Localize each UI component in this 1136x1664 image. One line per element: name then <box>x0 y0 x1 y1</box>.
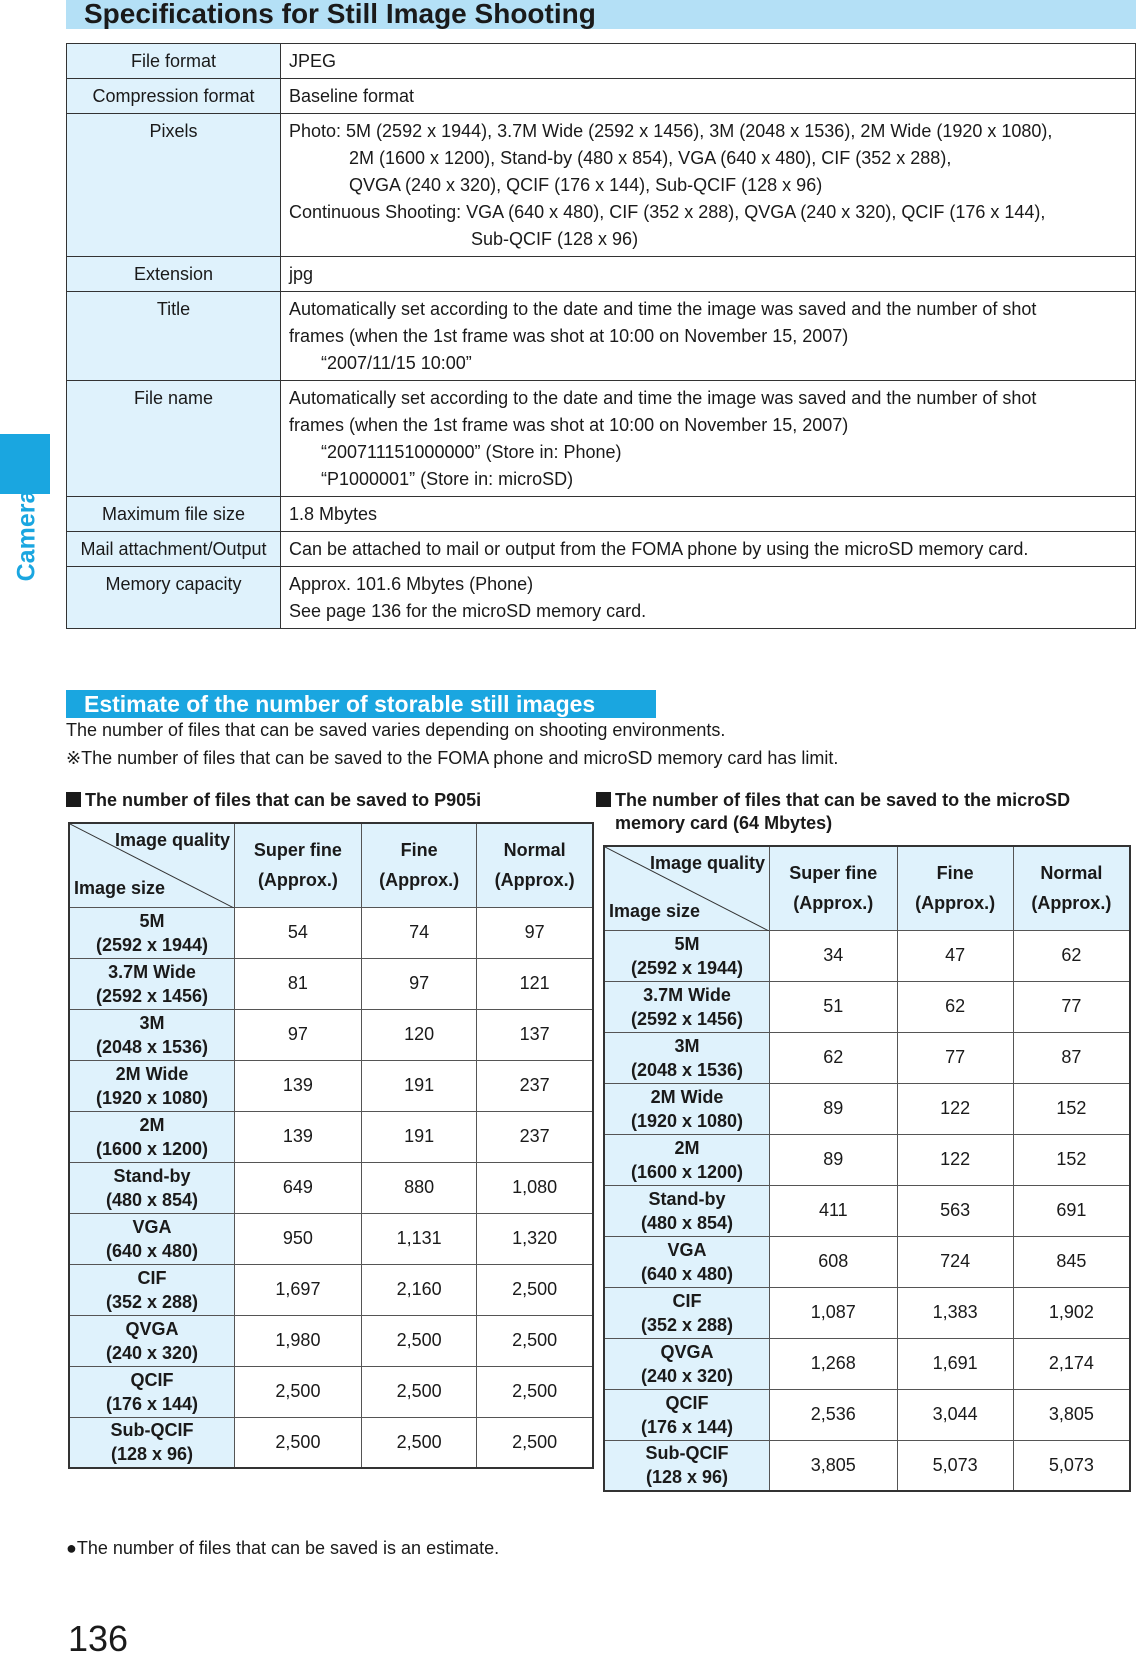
image-size-cell <box>69 1315 235 1366</box>
spec-label: Maximum file size <box>67 497 281 532</box>
header-image-quality: Image quality <box>114 830 230 850</box>
super-fine-value: 139 <box>235 1111 362 1162</box>
image-size-cell <box>69 1366 235 1417</box>
fine-value: 120 <box>361 1009 476 1060</box>
spec-label: Memory capacity <box>67 567 281 629</box>
table-row <box>604 1338 1130 1389</box>
table-row <box>69 1009 593 1060</box>
fine-value: 77 <box>897 1032 1013 1083</box>
image-size-cell <box>69 907 235 958</box>
fine-value: 2,160 <box>361 1264 476 1315</box>
fine-value: 122 <box>897 1134 1013 1185</box>
spec-value-line: Approx. 101.6 Mbytes (Phone) <box>289 574 534 594</box>
spec-value <box>281 292 1136 381</box>
size-name: 2M Wide <box>650 1086 724 1107</box>
normal-value: 62 <box>1013 930 1130 981</box>
size-name: VGA <box>667 1239 707 1260</box>
super-fine-value: 139 <box>235 1060 362 1111</box>
table-row <box>69 907 593 958</box>
phone-table-title: The number of files that can be saved to P905i <box>66 789 481 812</box>
size-name: Stand-by <box>648 1188 726 1209</box>
fine-value: 1,691 <box>897 1338 1013 1389</box>
size-name: QCIF <box>130 1369 174 1390</box>
size-resolution: (480 x 854) <box>640 1212 734 1233</box>
header-corner-cell <box>604 846 770 930</box>
fine-value: 3,044 <box>897 1389 1013 1440</box>
spec-row <box>67 79 1136 114</box>
fine-value: 191 <box>361 1111 476 1162</box>
fine-value: 880 <box>361 1162 476 1213</box>
normal-value: 691 <box>1013 1185 1130 1236</box>
table-row <box>604 1185 1130 1236</box>
image-size-cell <box>604 1185 770 1236</box>
normal-value: 3,805 <box>1013 1389 1130 1440</box>
image-size-cell <box>604 1134 770 1185</box>
header-label: Super fine <box>789 863 878 884</box>
spec-value-line: JPEG <box>289 51 337 71</box>
image-size-cell <box>69 1009 235 1060</box>
size-name: 3.7M Wide <box>643 984 731 1005</box>
estimate-footnote: ●The number of files that can be saved is an estimate. <box>66 1538 500 1558</box>
phone-estimate-table <box>68 822 594 1469</box>
super-fine-value: 34 <box>770 930 898 981</box>
size-name: QVGA <box>125 1318 179 1339</box>
spec-value-line: Automatically set according to the date and time the image was saved and the number of shot <box>289 388 1037 408</box>
super-fine-value: 89 <box>770 1134 898 1185</box>
image-size-cell <box>69 1264 235 1315</box>
image-size-cell <box>69 1417 235 1468</box>
normal-value: 152 <box>1013 1134 1130 1185</box>
spec-value <box>281 567 1136 629</box>
spec-value-line: frames (when the 1st frame was shot at 10:00 on November 15, 2007) <box>289 415 849 435</box>
size-resolution: (2048 x 1536) <box>95 1036 209 1057</box>
normal-value: 77 <box>1013 981 1130 1032</box>
table-row <box>604 1287 1130 1338</box>
fine-value: 1,131 <box>361 1213 476 1264</box>
image-size-cell <box>69 958 235 1009</box>
size-resolution: (176 x 144) <box>105 1393 199 1414</box>
header-normal <box>1013 846 1130 930</box>
fine-value: 74 <box>361 907 476 958</box>
size-name: 3.7M Wide <box>108 961 196 982</box>
spec-row <box>67 114 1136 257</box>
size-name: 3M <box>139 1012 165 1033</box>
super-fine-value: 1,697 <box>235 1264 362 1315</box>
table-row <box>604 1134 1130 1185</box>
spec-value-line: Baseline format <box>289 86 415 106</box>
fine-value: 5,073 <box>897 1440 1013 1491</box>
table-row <box>604 1389 1130 1440</box>
image-size-cell <box>604 1440 770 1491</box>
header-label: Normal <box>1040 863 1103 884</box>
header-approx: (Approx.) <box>915 893 996 914</box>
size-resolution: (2592 x 1456) <box>95 985 209 1006</box>
size-name: QCIF <box>665 1392 709 1413</box>
fine-value: 2,500 <box>361 1417 476 1468</box>
fine-value: 2,500 <box>361 1315 476 1366</box>
size-resolution: (1920 x 1080) <box>630 1110 744 1131</box>
size-resolution: (128 x 96) <box>645 1467 729 1488</box>
size-name: 5M <box>674 933 700 954</box>
image-size-cell <box>604 1083 770 1134</box>
fine-value: 2,500 <box>361 1366 476 1417</box>
size-name: Sub-QCIF <box>645 1443 729 1464</box>
table-row <box>604 1083 1130 1134</box>
side-tab-label: Camera <box>12 489 41 581</box>
spec-row <box>67 292 1136 381</box>
size-name: QVGA <box>660 1341 714 1362</box>
spec-value <box>281 257 1136 292</box>
super-fine-value: 950 <box>235 1213 362 1264</box>
table-header-row <box>69 823 593 907</box>
header-label: Fine <box>936 863 974 884</box>
spec-value <box>281 381 1136 497</box>
normal-value: 2,174 <box>1013 1338 1130 1389</box>
normal-value: 137 <box>477 1009 593 1060</box>
spec-label: Extension <box>67 257 281 292</box>
header-super-fine <box>235 823 362 907</box>
normal-value: 2,500 <box>477 1315 593 1366</box>
size-name: 3M <box>674 1035 700 1056</box>
normal-value: 237 <box>477 1060 593 1111</box>
super-fine-value: 81 <box>235 958 362 1009</box>
image-size-cell <box>604 1236 770 1287</box>
size-resolution: (640 x 480) <box>105 1240 199 1261</box>
spec-row <box>67 257 1136 292</box>
header-approx: (Approx.) <box>379 870 460 891</box>
spec-value-line: Continuous Shooting: VGA (640 x 480), CIF (352 x 288), QVGA (240 x 320), QCIF (176 x 144), <box>289 202 1046 222</box>
spec-row <box>67 532 1136 567</box>
spec-label: File format <box>67 44 281 79</box>
spec-value <box>281 114 1136 257</box>
super-fine-value: 54 <box>235 907 362 958</box>
header-approx: (Approx.) <box>793 893 874 914</box>
page-number: 136 <box>68 1618 129 1659</box>
spec-row <box>67 44 1136 79</box>
header-super-fine <box>770 846 898 930</box>
spec-value-line: “200711151000000” (Store in: Phone) <box>321 442 622 462</box>
table-row <box>69 1366 593 1417</box>
fine-value: 191 <box>361 1060 476 1111</box>
spec-value-line: QVGA (240 x 320), QCIF (176 x 144), Sub-QCIF (128 x 96) <box>349 175 823 195</box>
header-label: Super fine <box>253 840 342 861</box>
normal-value: 5,073 <box>1013 1440 1130 1491</box>
size-resolution: (352 x 288) <box>105 1291 199 1312</box>
estimate-section-title: Estimate of the number of storable still images <box>66 690 656 718</box>
image-size-cell <box>604 1032 770 1083</box>
spec-value <box>281 44 1136 79</box>
table-row <box>69 1060 593 1111</box>
fine-value: 724 <box>897 1236 1013 1287</box>
super-fine-value: 411 <box>770 1185 898 1236</box>
header-label: Normal <box>503 840 566 861</box>
super-fine-value: 51 <box>770 981 898 1032</box>
size-name: 2M Wide <box>115 1063 189 1084</box>
spec-label: Compression format <box>67 79 281 114</box>
size-resolution: (2592 x 1944) <box>630 957 744 978</box>
normal-value: 2,500 <box>477 1417 593 1468</box>
size-name: 2M <box>139 1114 165 1135</box>
spec-value <box>281 79 1136 114</box>
super-fine-value: 608 <box>770 1236 898 1287</box>
table-row <box>69 1111 593 1162</box>
spec-value-line: Automatically set according to the date and time the image was saved and the number of shot <box>289 299 1037 319</box>
size-resolution: (2592 x 1944) <box>95 934 209 955</box>
size-resolution: (176 x 144) <box>640 1416 734 1437</box>
fine-value: 97 <box>361 958 476 1009</box>
page-title: Specifications for Still Image Shooting <box>66 0 1136 29</box>
image-size-cell <box>69 1060 235 1111</box>
spec-value-line: Sub-QCIF (128 x 96) <box>471 229 639 249</box>
image-size-cell <box>604 1287 770 1338</box>
header-label: Fine <box>400 840 438 861</box>
table-row <box>69 1315 593 1366</box>
spec-label: Title <box>67 292 281 381</box>
super-fine-value: 62 <box>770 1032 898 1083</box>
header-approx: (Approx.) <box>257 870 338 891</box>
spec-value-line: jpg <box>289 264 314 284</box>
header-approx: (Approx.) <box>494 870 575 891</box>
table-row <box>604 981 1130 1032</box>
header-normal <box>477 823 593 907</box>
normal-value: 97 <box>477 907 593 958</box>
normal-value: 845 <box>1013 1236 1130 1287</box>
image-size-cell <box>604 1338 770 1389</box>
size-resolution: (240 x 320) <box>640 1365 734 1386</box>
super-fine-value: 3,805 <box>770 1440 898 1491</box>
header-image-size: Image size <box>609 900 701 921</box>
image-size-cell <box>69 1162 235 1213</box>
normal-value: 152 <box>1013 1083 1130 1134</box>
estimate-intro: The number of files that can be saved varies depending on shooting environments. <box>66 720 726 740</box>
sd-estimate-table <box>603 845 1131 1492</box>
fine-value: 1,383 <box>897 1287 1013 1338</box>
table-row <box>604 1236 1130 1287</box>
spec-label: Pixels <box>67 114 281 257</box>
estimate-note: ※The number of files that can be saved to the FOMA phone and microSD memory card has limit. <box>66 748 839 768</box>
super-fine-value: 89 <box>770 1083 898 1134</box>
size-name: VGA <box>132 1216 172 1237</box>
spec-value-line: “2007/11/15 10:00” <box>321 353 472 373</box>
header-fine <box>897 846 1013 930</box>
spec-value-line: Can be attached to mail or output from the FOMA phone by using the microSD memory card. <box>289 539 1029 559</box>
size-resolution: (640 x 480) <box>640 1263 734 1284</box>
super-fine-value: 1,268 <box>770 1338 898 1389</box>
size-name: CIF <box>137 1267 167 1288</box>
super-fine-value: 1,087 <box>770 1287 898 1338</box>
size-resolution: (1600 x 1200) <box>630 1161 744 1182</box>
table-header-row <box>604 846 1130 930</box>
image-size-cell <box>604 1389 770 1440</box>
spec-value-line: 1.8 Mbytes <box>289 504 378 524</box>
size-resolution: (2048 x 1536) <box>630 1059 744 1080</box>
spec-value-line: frames (when the 1st frame was shot at 10:00 on November 15, 2007) <box>289 326 849 346</box>
table-row <box>604 1032 1130 1083</box>
super-fine-value: 2,500 <box>235 1366 362 1417</box>
image-size-cell <box>604 930 770 981</box>
table-row <box>69 1162 593 1213</box>
fine-value: 47 <box>897 930 1013 981</box>
normal-value: 1,080 <box>477 1162 593 1213</box>
header-image-quality: Image quality <box>649 853 765 873</box>
size-name: CIF <box>672 1290 702 1311</box>
size-resolution: (128 x 96) <box>110 1444 194 1465</box>
spec-value <box>281 497 1136 532</box>
header-corner-cell <box>69 823 235 907</box>
spec-value <box>281 532 1136 567</box>
size-name: 2M <box>674 1137 700 1158</box>
table-row <box>69 1417 593 1468</box>
fine-value: 62 <box>897 981 1013 1032</box>
fine-value: 563 <box>897 1185 1013 1236</box>
normal-value: 1,320 <box>477 1213 593 1264</box>
normal-value: 2,500 <box>477 1264 593 1315</box>
size-resolution: (480 x 854) <box>105 1189 199 1210</box>
size-resolution: (1600 x 1200) <box>95 1138 209 1159</box>
normal-value: 237 <box>477 1111 593 1162</box>
square-bullet-icon <box>596 792 611 807</box>
normal-value: 121 <box>477 958 593 1009</box>
spec-row <box>67 381 1136 497</box>
header-fine <box>361 823 476 907</box>
super-fine-value: 1,980 <box>235 1315 362 1366</box>
spec-value-line: “P1000001” (Store in: microSD) <box>321 469 574 489</box>
image-size-cell <box>69 1111 235 1162</box>
image-size-cell <box>69 1213 235 1264</box>
super-fine-value: 2,536 <box>770 1389 898 1440</box>
size-resolution: (1920 x 1080) <box>95 1087 209 1108</box>
spec-label: Mail attachment/Output <box>67 532 281 567</box>
super-fine-value: 97 <box>235 1009 362 1060</box>
fine-value: 122 <box>897 1083 1013 1134</box>
table-row <box>604 930 1130 981</box>
sd-table-title: The number of files that can be saved to the microSD memory card (64 Mbytes) <box>596 789 1070 835</box>
header-image-size: Image size <box>74 877 166 898</box>
size-resolution: (2592 x 1456) <box>630 1008 744 1029</box>
table-row <box>69 1264 593 1315</box>
spec-row <box>67 497 1136 532</box>
size-name: Sub-QCIF <box>110 1420 194 1441</box>
table-row <box>69 1213 593 1264</box>
normal-value: 2,500 <box>477 1366 593 1417</box>
size-resolution: (240 x 320) <box>105 1342 199 1363</box>
spec-table <box>66 43 1136 629</box>
spec-value-line: Photo: 5M (2592 x 1944), 3.7M Wide (2592 x 1456), 3M (2048 x 1536), 2M Wide (1920 x 1080), <box>289 121 1053 141</box>
normal-value: 87 <box>1013 1032 1130 1083</box>
spec-label: File name <box>67 381 281 497</box>
spec-row <box>67 567 1136 629</box>
size-name: 5M <box>139 910 165 931</box>
square-bullet-icon <box>66 792 81 807</box>
spec-value-line: 2M (1600 x 1200), Stand-by (480 x 854), VGA (640 x 480), CIF (352 x 288), <box>349 148 952 168</box>
super-fine-value: 2,500 <box>235 1417 362 1468</box>
super-fine-value: 649 <box>235 1162 362 1213</box>
header-approx: (Approx.) <box>1031 893 1112 914</box>
size-name: Stand-by <box>113 1165 191 1186</box>
normal-value: 1,902 <box>1013 1287 1130 1338</box>
size-resolution: (352 x 288) <box>640 1314 734 1335</box>
image-size-cell <box>604 981 770 1032</box>
table-row <box>69 958 593 1009</box>
table-row <box>604 1440 1130 1491</box>
spec-value-line: See page 136 for the microSD memory card. <box>289 601 647 621</box>
